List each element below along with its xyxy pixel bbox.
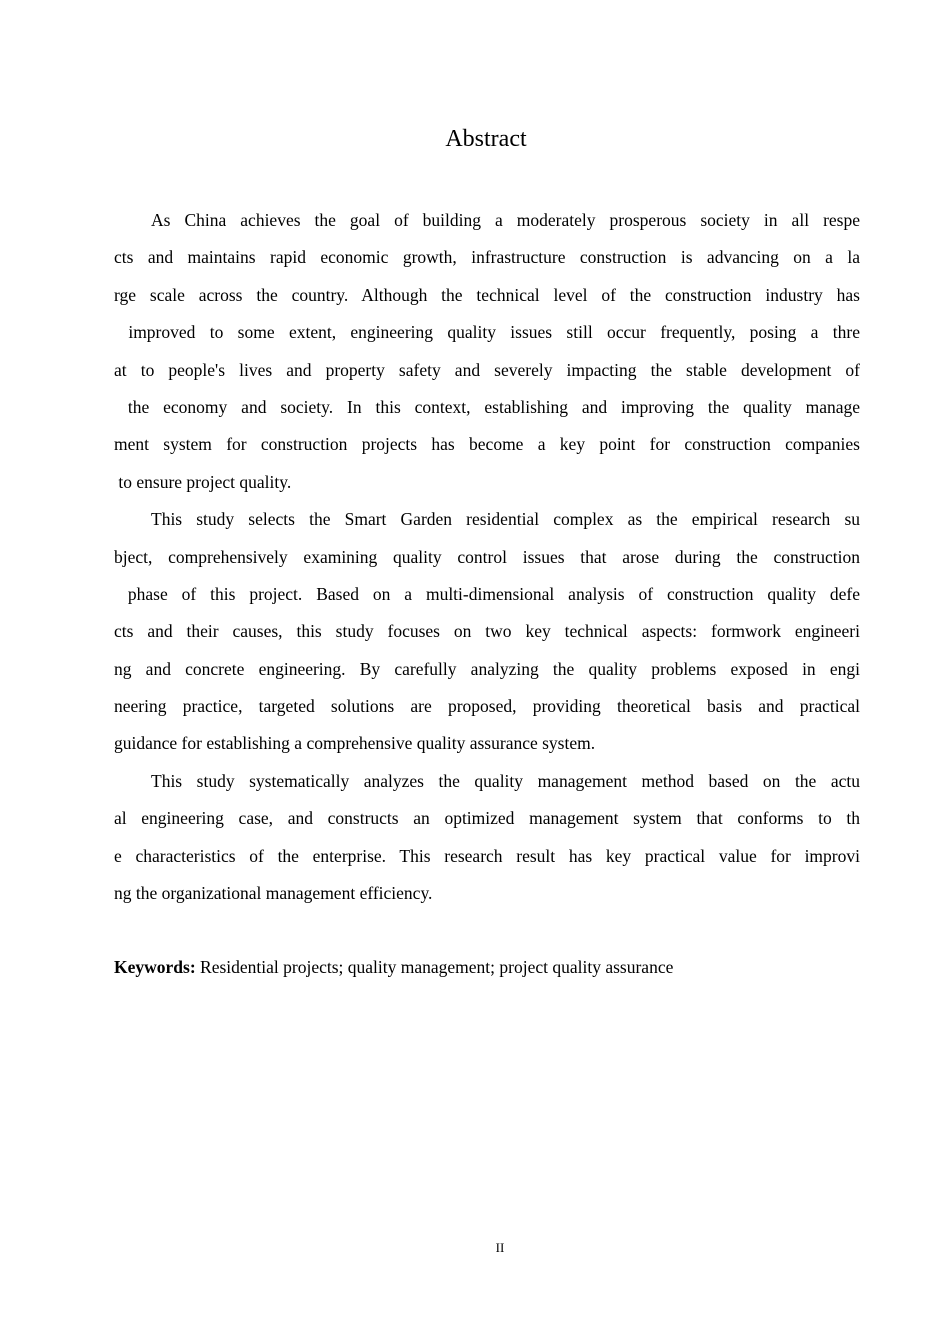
paragraph-1-line: improved to some extent, engineering quality issues still occur frequently, posing a thre [114, 322, 860, 343]
paragraph-2-line: neering practice, targeted solutions are proposed, providing theoretical basis and practical [114, 696, 860, 717]
keywords [114, 953, 673, 981]
paragraph-3-line: e characteristics of the enterprise. This research result has key practical value for improvi [114, 845, 860, 866]
abstract-body [114, 202, 860, 912]
paragraph-2-line: This study selects the Smart Garden residential complex as the empirical research su [151, 509, 860, 530]
page-number: II [495, 1240, 505, 1255]
paragraph-2-line: guidance for establishing a comprehensive quality assurance system. [114, 733, 596, 754]
keywords-label: Keywords: [114, 957, 196, 977]
paragraph-3-line: This study systematically analyzes the quality management method based on the actu [151, 770, 860, 791]
keywords-text: Residential projects; quality management; project quality assurance [195, 957, 674, 977]
paragraph-1-line: ment system for construction projects has become a key point for construction companies [114, 434, 860, 455]
paragraph-3-line: ng the organizational management efficiency. [114, 883, 433, 904]
paragraph-1-line: at to people's lives and property safety and severely impacting the stable development of [114, 359, 860, 380]
paragraph-1-line: the economy and society. In this context, establishing and improving the quality manage [114, 396, 860, 417]
paragraph-1-line: to ensure project quality. [114, 471, 292, 492]
paragraph-1-line: rge scale across the country. Although the technical level of the construction industry has [114, 284, 860, 305]
paragraph-2-line: cts and their causes, this study focuses on two key technical aspects: formwork engineeri [114, 621, 860, 642]
paragraph-1-line: cts and maintains rapid economic growth, infrastructure construction is advancing on a la [114, 247, 860, 268]
paragraph-2-line: ng and concrete engineering. By carefully analyzing the quality problems exposed in engi [114, 658, 860, 679]
paragraph-2-line: bject, comprehensively examining quality control issues that arose during the construction [114, 546, 860, 567]
paragraph-2-line: phase of this project. Based on a multi-dimensional analysis of construction quality defe [114, 583, 860, 604]
paragraph-1-line: As China achieves the goal of building a moderately prosperous society in all respe [151, 210, 860, 230]
page-title: Abstract [445, 126, 527, 152]
paragraph-3-line: al engineering case, and constructs an optimized management system that conforms to th [114, 808, 860, 829]
